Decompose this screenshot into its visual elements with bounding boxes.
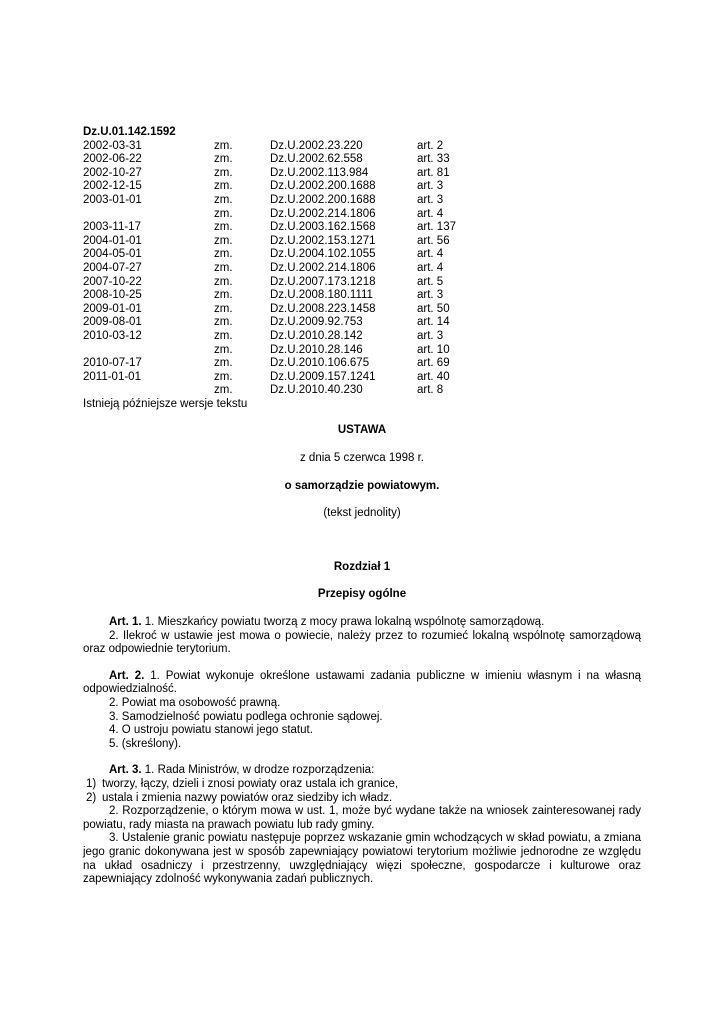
article-2-paragraph: 2. Powiat ma osobowość prawną.	[109, 697, 281, 709]
chapter-number: Rozdział 1	[333, 560, 391, 573]
article-1-paragraph: 2. Ilekroć w ustawie jest mowa o powiecie, należy przez to rozumieć lokalną wspólnotę samorządową oraz odpowiednie terytorium.	[83, 629, 641, 656]
amendment-row: 2009-08-01 zm. Dz.U.2009.92.753 art. 14	[83, 316, 450, 329]
amendment-row: 2004-07-27 zm. Dz.U.2002.214.1806 art. 4	[83, 261, 444, 274]
article-1-paragraph: Art. 1. 1. Mieszkańcy powiatu tworzą z mocy prawa lokalną wspólnotę samorządową.	[109, 616, 545, 629]
consolidated-text-note: (tekst jednolity)	[323, 507, 401, 520]
amendment-row: 2007-10-22 zm. Dz.U.2007.173.1218 art. 5	[83, 275, 444, 288]
amendment-row: 2004-05-01 zm. Dz.U.2004.102.1055 art. 4	[83, 248, 444, 261]
act-type: USTAWA	[337, 424, 387, 437]
amendment-row: 2010-03-12 zm. Dz.U.2010.28.142 art. 3	[83, 329, 444, 342]
article-3-paragraph: Art. 3. 1. Rada Ministrów, w drodze rozporządzenia:	[109, 764, 375, 777]
amendment-row: 2009-01-01 zm. Dz.U.2008.223.1458 art. 50	[83, 302, 450, 315]
amendment-row: 2010-07-17 zm. Dz.U.2010.106.675 art. 69	[83, 357, 450, 370]
article-2-paragraph: Art. 2. 1. Powiat wykonuje określone ustawami zadania publiczne w imieniu własnym i na własną odpowiedzialność.	[83, 669, 642, 696]
journal-reference: Dz.U.01.142.1592	[83, 126, 176, 138]
article-2	[83, 670, 641, 752]
article-label: Art. 1.	[109, 616, 142, 629]
document-page	[83, 126, 641, 887]
article-1	[83, 616, 641, 657]
list-item: 2) ustala i zmienia nazwy powiatów oraz siedziby ich władz.	[86, 791, 393, 804]
later-versions-note: Istnieją późniejsze wersje tekstu	[83, 397, 248, 410]
article-label: Art. 2.	[109, 669, 145, 682]
article-2-paragraph: 5. (skreślony).	[109, 737, 182, 750]
chapter-heading: Przepisy ogólne	[317, 588, 407, 601]
amendment-row: 2004-01-01 zm. Dz.U.2002.153.1271 art. 56	[83, 234, 450, 247]
article-2-paragraph: 4. O ustroju powiatu stanowi jego statut.	[109, 724, 313, 737]
amendment-row: 2003-11-17 zm. Dz.U.2003.162.1568 art. 137	[83, 221, 456, 234]
act-subject: o samorządzie powiatowym.	[284, 479, 440, 492]
amendment-row: zm. Dz.U.2010.40.230 art. 8	[214, 384, 444, 397]
article-2-paragraph: 3. Samodzielność powiatu podlega ochronie sądowej.	[109, 710, 383, 723]
article-3-paragraph: 2. Rozporządzenie, o którym mowa w ust. 1, może być wydane także na wniosek zainteresowanej rady powiatu, rady miasta na prawach powiatu lub rady gminy.	[83, 805, 641, 831]
amendment-row: 2002-03-31 zm. Dz.U.2002.23.220 art. 2	[83, 139, 444, 152]
amendment-row: zm. Dz.U.2010.28.146 art. 10	[214, 343, 450, 356]
amendment-row: 2008-10-25 zm. Dz.U.2008.180.1111 art. 3	[83, 289, 444, 302]
amendment-row: zm. Dz.U.2002.214.1806 art. 4	[214, 207, 444, 220]
amendment-row: 2002-06-22 zm. Dz.U.2002.62.558 art. 33	[83, 153, 450, 166]
amendment-row: 2011-01-01 zm. Dz.U.2009.157.1241 art. 40	[83, 370, 450, 383]
amendment-row: 2003-01-01 zm. Dz.U.2002.200.1688 art. 3	[83, 193, 444, 206]
act-date: z dnia 5 czerwca 1998 r.	[299, 452, 424, 465]
amendment-row: 2002-12-15 zm. Dz.U.2002.200.1688 art. 3	[83, 180, 444, 193]
article-label: Art. 3.	[109, 764, 142, 777]
article-3	[83, 764, 641, 886]
amendment-row: 2002-10-27 zm. Dz.U.2002.113.984 art. 81	[83, 166, 450, 179]
list-item: 1) tworzy, łączy, dzieli i znosi powiaty oraz ustala ich granice,	[86, 777, 399, 790]
amendments-table	[83, 140, 641, 398]
article-3-paragraph: 3. Ustalenie granic powiatu następuje poprzez wskazanie gmin wchodzących w skład powiatu, a zmiana jego granic dokonywana jest w sposób zapewniający powiatowi terytorium możliwie jednorodne ze względu na układ osadniczy i przestrzenny, uwzględniający więzi społeczne, gospodarcze i kulturowe oraz zapewniający zdolność wykonywania zadań publicznych.	[83, 832, 641, 886]
